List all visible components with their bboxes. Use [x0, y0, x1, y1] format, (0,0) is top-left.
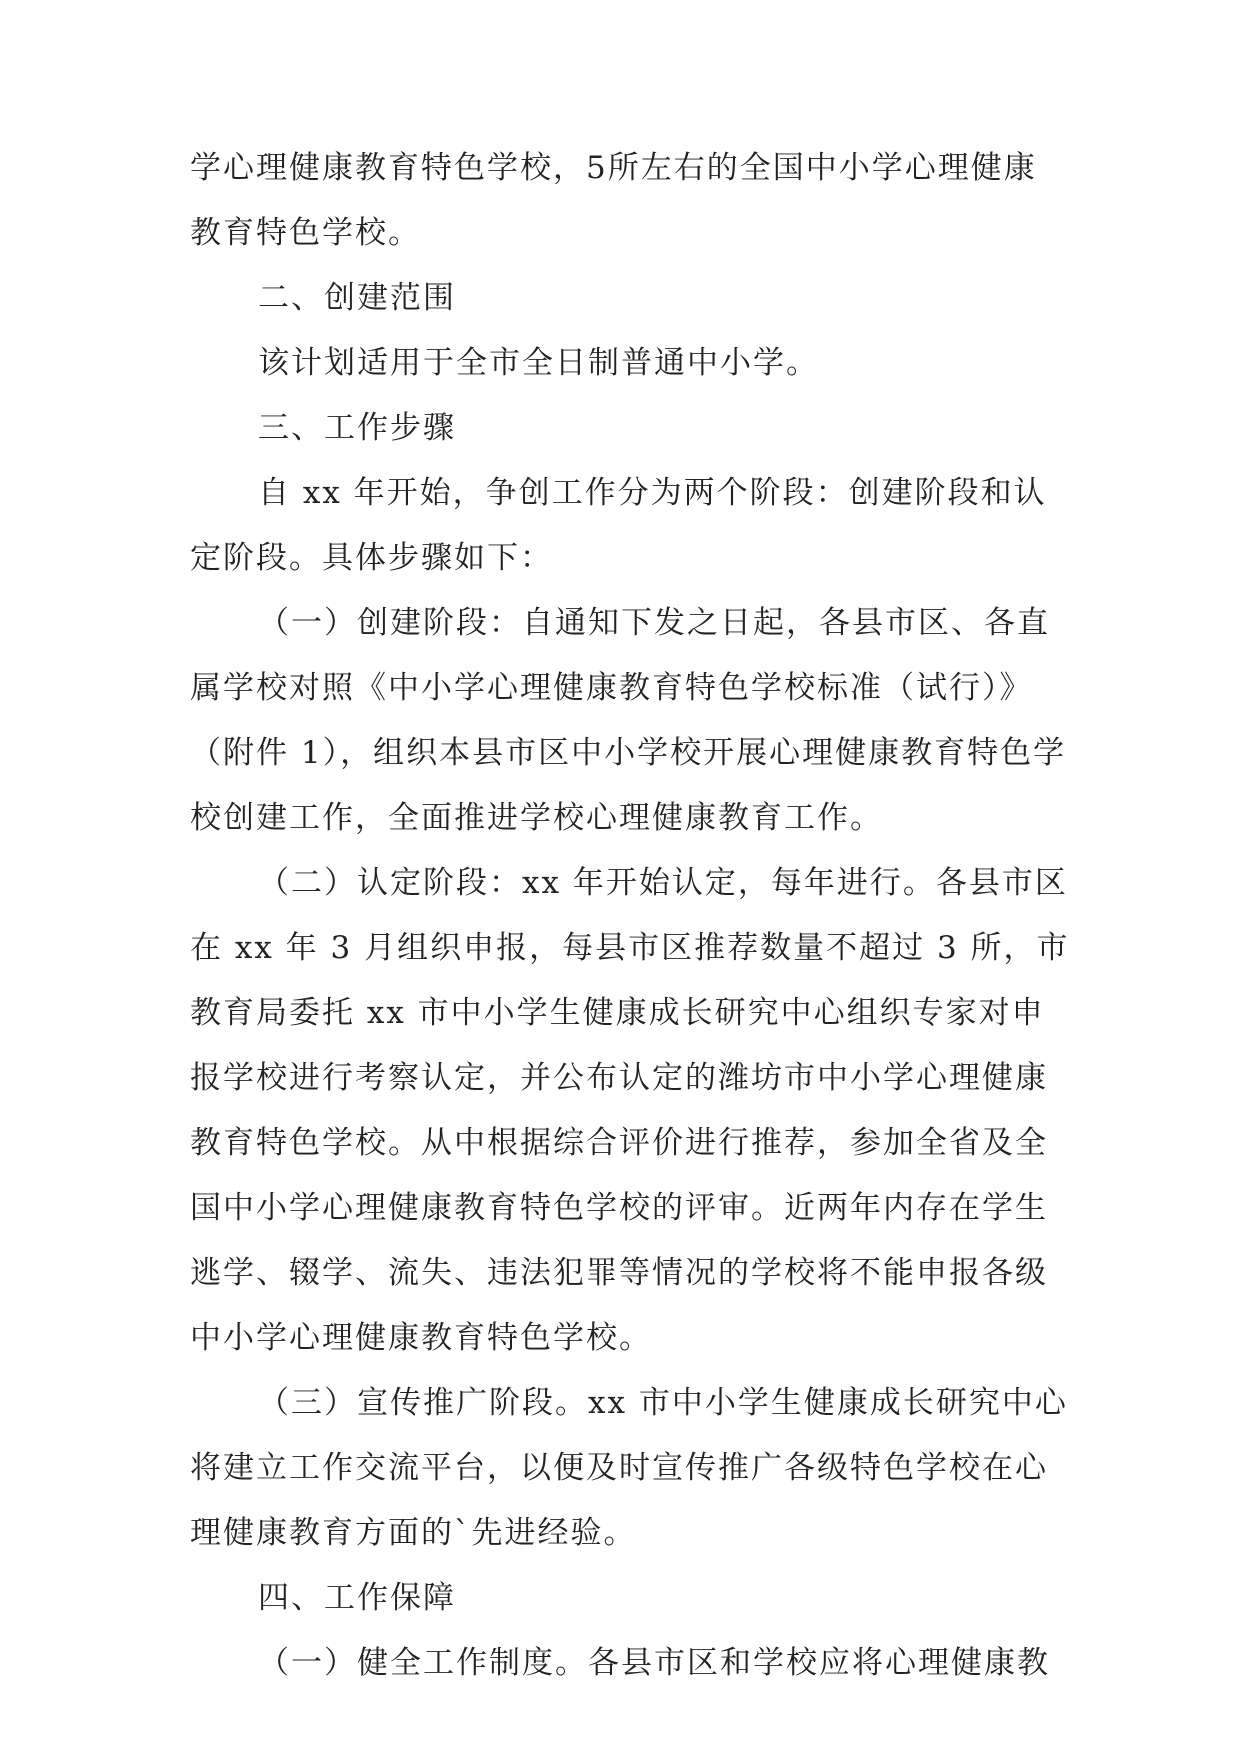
text-line: 将建立工作交流平台，以便及时宣传推广各级特色学校在心 — [190, 1450, 1048, 1486]
text-line: 教育局委托 xx 市中小学生健康成长研究中心组织专家对申 — [190, 995, 1045, 1031]
text-line: （附件 1），组织本县市区中小学校开展心理健康教育特色学 — [190, 735, 1067, 771]
section-heading: 三、工作步骤 — [258, 410, 456, 446]
text-line: （三）宣传推广阶段。xx 市中小学生健康成长研究中心 — [258, 1385, 1068, 1421]
text-line: 逃学、辍学、流失、违法犯罪等情况的学校将不能申报各级 — [190, 1255, 1048, 1291]
text-line: （二）认定阶段：xx 年开始认定，每年进行。各县市区 — [258, 865, 1068, 901]
document-page — [190, 136, 1070, 1696]
text-line: 国中小学心理健康教育特色学校的评审。近两年内存在学生 — [190, 1190, 1048, 1226]
text-line: 学心理健康教育特色学校，5所左右的全国中小学心理健康 — [190, 150, 1037, 186]
section-heading: 二、创建范围 — [258, 280, 456, 316]
text-line: 报学校进行考察认定，并公布认定的潍坊市中小学心理健康 — [190, 1060, 1048, 1096]
text-line: 该计划适用于全市全日制普通中小学。 — [258, 345, 819, 381]
text-line: 中小学心理健康教育特色学校。 — [190, 1320, 652, 1356]
text-line: 教育特色学校。 — [190, 215, 421, 251]
text-line: （一）健全工作制度。各县市区和学校应将心理健康教 — [258, 1645, 1050, 1681]
text-line: 在 xx 年 3 月组织申报，每县市区推荐数量不超过 3 所，市 — [190, 930, 1070, 966]
section-heading: 四、工作保障 — [258, 1580, 456, 1616]
text-line: 定阶段。具体步骤如下： — [190, 540, 553, 576]
text-line: 属学校对照《中小学心理健康教育特色学校标准（试行）》 — [190, 670, 1033, 706]
text-line: （一）创建阶段：自通知下发之日起，各县市区、各直 — [258, 605, 1050, 641]
text-line: 校创建工作，全面推进学校心理健康教育工作。 — [190, 800, 883, 836]
text-line: 教育特色学校。从中根据综合评价进行推荐，参加全省及全 — [190, 1125, 1048, 1161]
text-line: 自 xx 年开始，争创工作分为两个阶段：创建阶段和认 — [258, 475, 1047, 511]
text-line: 理健康教育方面的`先进经验。 — [190, 1515, 637, 1551]
